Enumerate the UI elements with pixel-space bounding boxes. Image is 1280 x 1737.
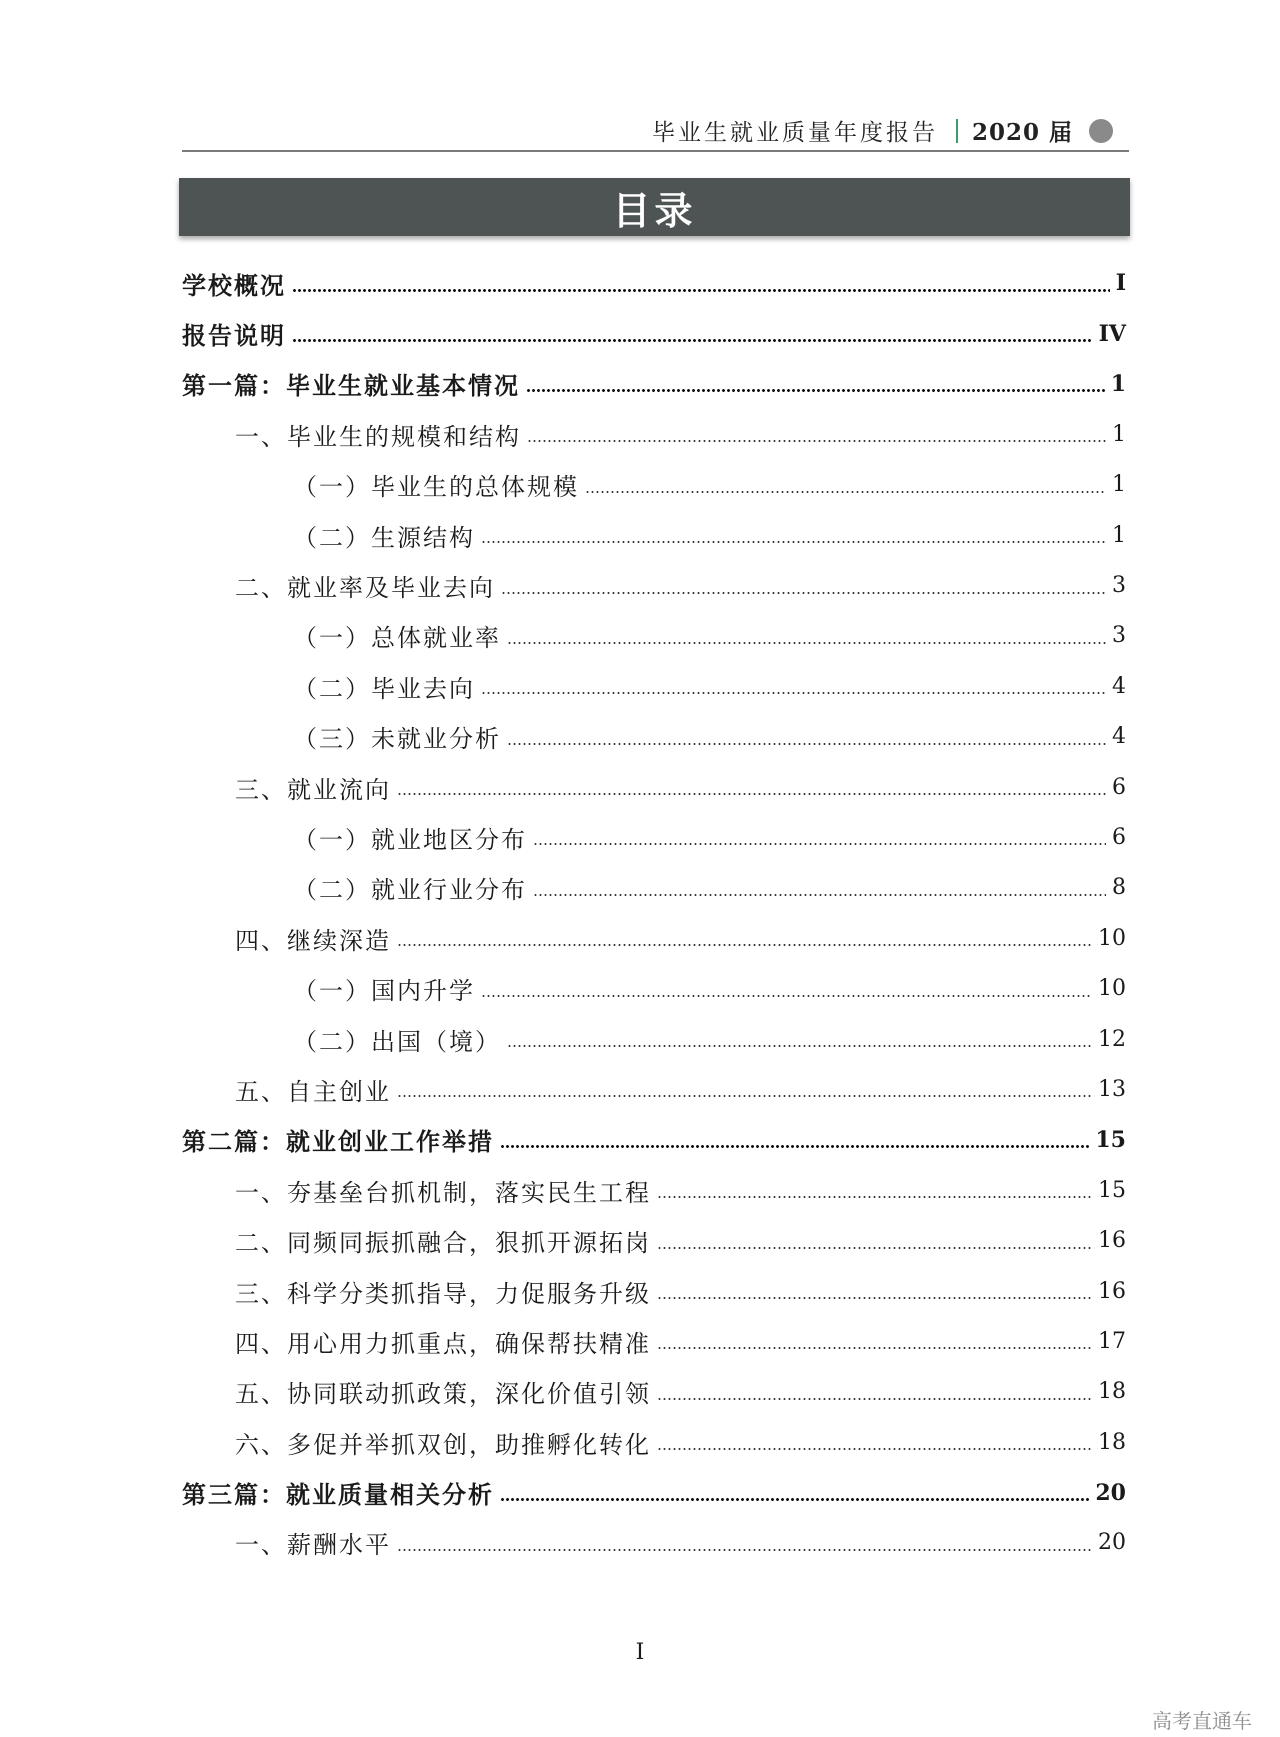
toc-entry-label: （三）未就业分析	[293, 725, 501, 754]
toc-dot-leader	[397, 944, 1092, 946]
toc-entry[interactable]	[182, 611, 1126, 661]
toc-entry[interactable]	[182, 1064, 1126, 1114]
toc-title-bar	[179, 178, 1130, 236]
toc-entry-page: 4	[1112, 724, 1126, 750]
toc-dot-leader	[533, 894, 1106, 896]
toc-dot-leader	[481, 692, 1106, 694]
toc-entry-page: 18	[1098, 1429, 1126, 1455]
toc-entry[interactable]	[182, 812, 1126, 862]
toc-entry-label: 四、继续深造	[235, 926, 391, 955]
toc-dot-leader	[533, 843, 1106, 845]
toc-dot-leader	[657, 1347, 1092, 1349]
toc-entry-label: 二、就业率及毕业去向	[235, 574, 495, 603]
toc-entry[interactable]	[182, 1266, 1126, 1316]
page-header	[182, 112, 1129, 152]
toc-entry-label: （二）就业行业分布	[293, 876, 527, 905]
toc-entry[interactable]	[182, 560, 1126, 610]
header-content	[652, 114, 1113, 147]
toc-entry[interactable]	[182, 1165, 1126, 1215]
toc-title: 目录	[612, 188, 697, 233]
toc-dot-leader	[657, 1247, 1092, 1249]
toc-entry[interactable]	[182, 1215, 1126, 1265]
toc-entry-page: 1	[1112, 472, 1126, 498]
toc-entry[interactable]	[182, 359, 1126, 409]
toc-entry-label: 一、夯基垒台抓机制，落实民生工程	[235, 1178, 651, 1207]
toc-entry-label: 五、自主创业	[235, 1077, 391, 1106]
header-separator	[956, 119, 958, 143]
toc-entry[interactable]	[182, 1316, 1126, 1366]
toc-entry[interactable]	[182, 308, 1126, 358]
toc-dot-leader	[657, 1398, 1092, 1400]
toc-entry-page: 16	[1098, 1228, 1126, 1254]
toc-entry[interactable]	[182, 1115, 1126, 1165]
toc-entry-page: 1	[1112, 421, 1126, 447]
toc-entry-page: I	[1115, 270, 1126, 297]
toc-entry-label: 一、薪酬水平	[235, 1531, 391, 1560]
toc-entry-label: 一、毕业生的规模和结构	[235, 422, 521, 451]
toc-entry-page: 13	[1098, 1076, 1126, 1102]
toc-dot-leader	[481, 995, 1092, 997]
toc-entry-page: 16	[1098, 1278, 1126, 1304]
toc-entry-page: 20	[1098, 1530, 1126, 1556]
toc-dot-leader	[397, 1549, 1092, 1551]
toc-entry[interactable]	[182, 963, 1126, 1013]
toc-entry-page: 1	[1112, 522, 1126, 548]
toc-entry[interactable]	[182, 258, 1126, 308]
toc-dot-leader	[657, 1196, 1092, 1198]
toc-dot-leader	[501, 592, 1106, 594]
toc-entry[interactable]	[182, 1014, 1126, 1064]
toc-entry-page: 15	[1098, 1177, 1126, 1203]
toc-entry-label: 第一篇：毕业生就业基本情况	[182, 371, 520, 401]
toc-dot-leader	[526, 389, 1105, 392]
toc-entry[interactable]	[182, 1518, 1126, 1568]
toc-entry[interactable]	[182, 510, 1126, 560]
toc-entry[interactable]	[182, 460, 1126, 510]
toc-entry-page: 10	[1098, 925, 1126, 951]
toc-dot-leader	[397, 793, 1106, 795]
toc-entry[interactable]	[182, 661, 1126, 711]
toc-dot-leader	[500, 1498, 1089, 1501]
toc-entry[interactable]	[182, 712, 1126, 762]
toc-entry[interactable]	[182, 863, 1126, 913]
table-of-contents	[182, 258, 1126, 1568]
toc-dot-leader	[507, 743, 1106, 745]
toc-entry-label: 三、就业流向	[235, 775, 391, 804]
toc-entry-page: 12	[1098, 1026, 1126, 1052]
toc-entry-page: 3	[1112, 573, 1126, 599]
toc-entry-page: 17	[1098, 1328, 1126, 1354]
toc-entry-page: 6	[1112, 774, 1126, 800]
toc-entry-page: IV	[1098, 320, 1126, 347]
watermark: 高考直通车	[1152, 1709, 1252, 1733]
toc-entry-label: （二）毕业去向	[293, 674, 475, 703]
toc-entry-label: （一）就业地区分布	[293, 825, 527, 854]
toc-entry-page: 10	[1098, 976, 1126, 1002]
header-year: 2020 届	[971, 119, 1073, 146]
toc-dot-leader	[527, 440, 1106, 442]
toc-entry-label: 第二篇：就业创业工作举措	[182, 1127, 494, 1157]
toc-entry-label: 第三篇：就业质量相关分析	[182, 1480, 494, 1510]
header-title: 毕业生就业质量年度报告	[651, 120, 938, 146]
toc-entry-label: （一）国内升学	[293, 977, 475, 1006]
toc-dot-leader	[507, 642, 1106, 644]
toc-entry-label: （二）出国（境）	[293, 1027, 501, 1056]
header-dot-icon	[1089, 119, 1113, 143]
toc-entry-label: （一）总体就业率	[293, 624, 501, 653]
toc-dot-leader	[585, 491, 1106, 493]
toc-entry-label: 三、科学分类抓指导，力促服务升级	[235, 1279, 651, 1308]
toc-entry[interactable]	[182, 409, 1126, 459]
toc-dot-leader	[292, 339, 1093, 342]
toc-dot-leader	[292, 289, 1110, 292]
toc-dot-leader	[657, 1297, 1092, 1299]
toc-entry[interactable]	[182, 913, 1126, 963]
toc-entry[interactable]	[182, 762, 1126, 812]
toc-dot-leader	[397, 1095, 1092, 1097]
toc-dot-leader	[657, 1448, 1092, 1450]
toc-entry-page: 20	[1095, 1479, 1126, 1506]
toc-dot-leader	[481, 541, 1106, 543]
toc-entry[interactable]	[182, 1367, 1126, 1417]
toc-entry-page: 8	[1112, 875, 1126, 901]
toc-entry-page: 18	[1098, 1379, 1126, 1405]
toc-entry-page: 6	[1112, 824, 1126, 850]
toc-entry-label: 报告说明	[182, 321, 286, 351]
toc-entry-label: 二、同频同振抓融合，狠抓开源拓岗	[235, 1229, 651, 1258]
toc-entry[interactable]	[182, 1467, 1126, 1517]
toc-entry-page: 4	[1112, 673, 1126, 699]
footer-page-number: I	[635, 1640, 645, 1665]
toc-entry-label: 学校概况	[182, 270, 286, 300]
toc-entry-label: （一）毕业生的总体规模	[293, 473, 579, 502]
toc-entry-label: 六、多促并举抓双创，助推孵化转化	[235, 1430, 651, 1459]
toc-dot-leader	[500, 1145, 1089, 1148]
toc-entry-label: 四、用心用力抓重点，确保帮扶精准	[235, 1329, 651, 1358]
toc-entry-page: 3	[1112, 623, 1126, 649]
toc-entry-page: 15	[1095, 1126, 1126, 1153]
toc-entry-label: 五、协同联动抓政策，深化价值引领	[235, 1380, 651, 1409]
toc-entry[interactable]	[182, 1417, 1126, 1467]
toc-entry-page: 1	[1110, 370, 1126, 397]
toc-dot-leader	[507, 1045, 1092, 1047]
toc-entry-label: （二）生源结构	[293, 523, 475, 552]
